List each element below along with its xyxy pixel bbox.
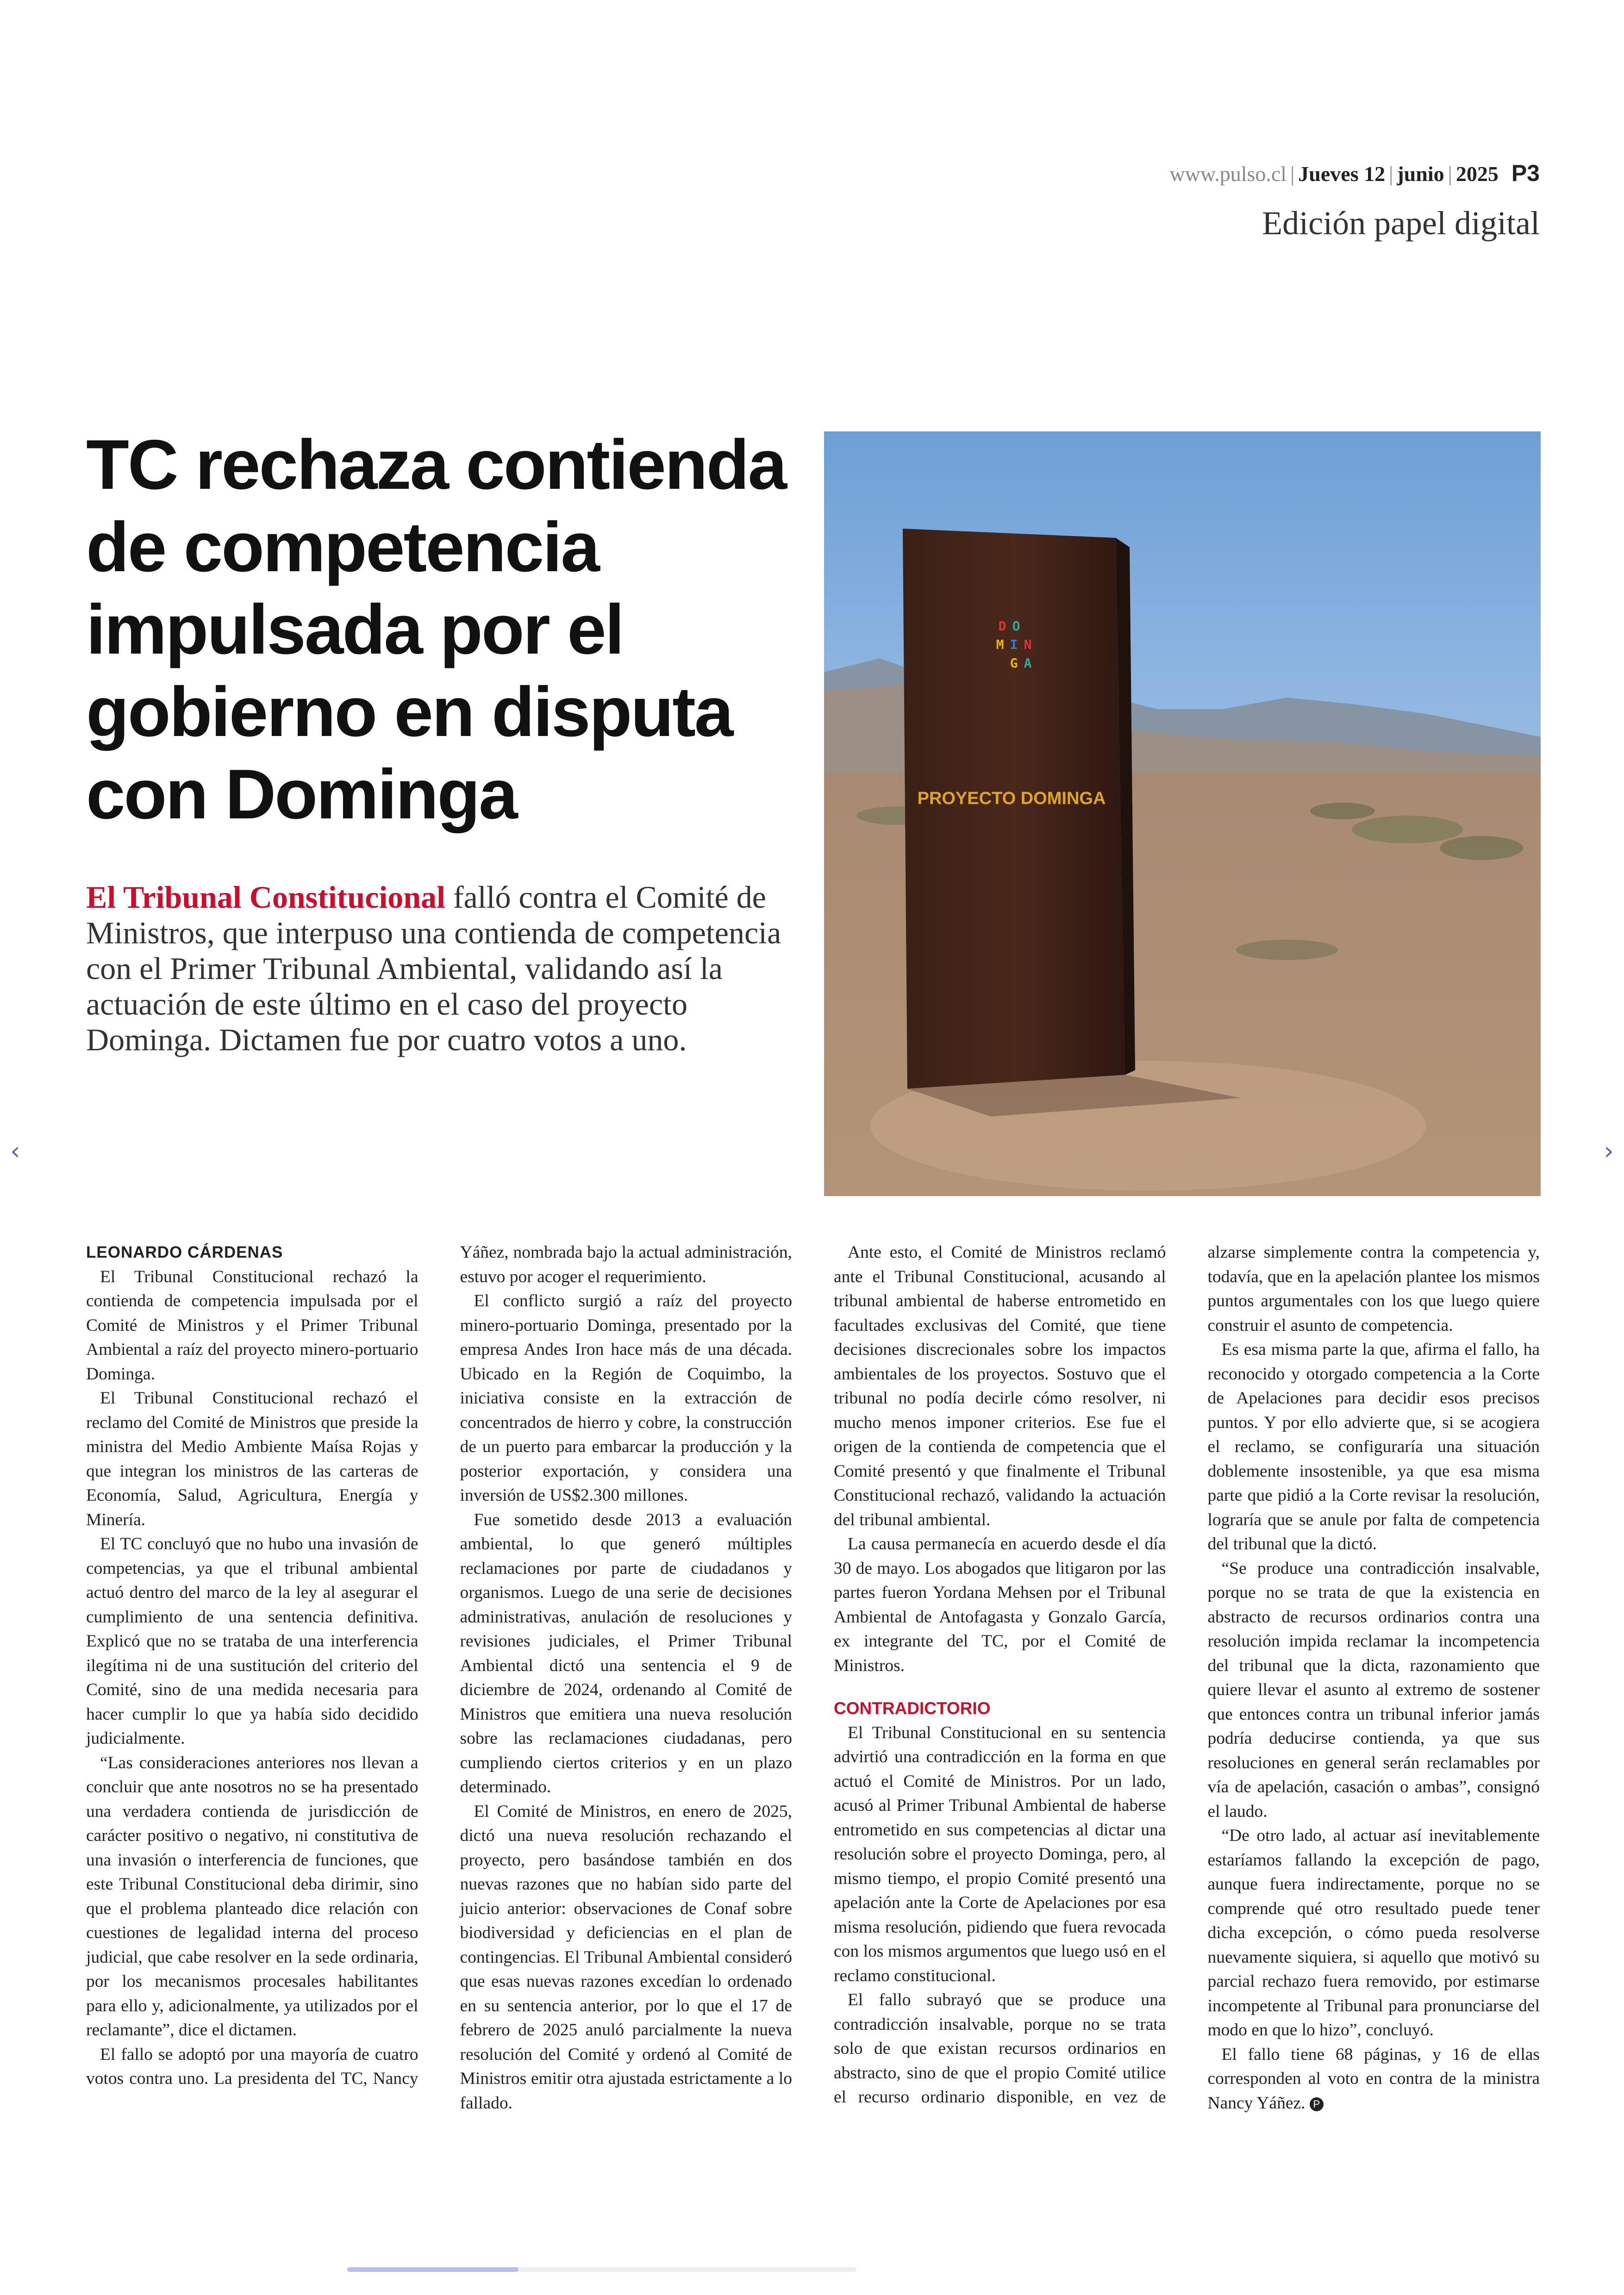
paragraph: El TC concluyó que no hubo una invasión de competencias, ya que el tribunal ambiental actuó dentro del marco de la ley al asegurar el cumplimiento de una sentencia definitiva. Explicó que no se trataba de una interferencia ilegítima ni de una sustitución del criterio del Comité, sino de una medida necesaria para hacer cumplir lo que ya había sido decidido judicialmente. bbox=[86, 1534, 418, 1748]
subhead: CONTRADICTORIO bbox=[834, 1699, 991, 1718]
byline: LEONARDO CÁRDENAS bbox=[86, 1243, 283, 1261]
paragraph-last-text: El fallo tiene 68 páginas, y 16 de ellas corresponden al voto en contra de la ministra Nancy Yáñez. bbox=[1207, 2045, 1540, 2113]
logo-letter-a: A bbox=[1024, 655, 1032, 671]
logo-letter-d: D bbox=[998, 618, 1006, 634]
paragraph: Ante esto, el Comité de Ministros reclamó ante el Tribunal Constitucional, acusando al tribunal ambiental de haberse entrometido en facultades exclusivas del Comité, que tiene decisiones discrecionales sobre los impactos ambientales de los proyectos. Sostuvo que el tribunal no podía decirle cómo resolver, ni mucho menos imponer criterios. Ese fue el origen de la contienda de competencia que el Comité presentó y que finalmente el Tribunal Constitucional rechazó, validando la actuación del tribunal ambiental. bbox=[834, 1243, 1166, 1529]
article-body bbox=[86, 1241, 1540, 2129]
paragraph: El fallo subrayó que se produce una contradicción insalvable, porque no se trata solo de que existan recursos ordinarios en abstracto, sino de que el propio Comité utilice el recurso ordinario disponible, en vez de alzarse simplemente contra la competencia y, todavía, que en la apelación plantee los mismos puntos argumentales con los que luego quiere construir el asunto de competencia. bbox=[834, 1243, 1540, 2107]
paragraph: “Las consideraciones anteriores nos llevan a concluir que ante nosotros no se ha presentado una verdadera contienda de jurisdicción de carácter positivo o negativo, ni constitutiva de una invasión o interferencia de funciones, que este Tribunal Constitucional deba dirimir, sino que el problema planteado dice relación con cuestiones de legalidad interna del proceso judicial, que cabe resolver en la sede ordinaria, por los mecanismos procesales habilitantes para ello y, adicionalmente, ya utilizados por el reclamante”, dice el dictamen. bbox=[86, 1753, 418, 2039]
paragraph: Fue sometido desde 2013 a evaluación ambiental, lo que generó múltiples reclamaciones por parte de ciudadanos y organismos. Luego de una serie de decisiones administrativas, anulación de resoluciones y revisiones judiciales, el Primer Tribunal Ambiental dictó una sentencia el 9 de diciembre de 2024, ordenando al Comité de Ministros que emitiera una nueva resolución sobre las reclamaciones ciudadanas, pero cumpliendo ciertos criterios y en un plazo determinado. bbox=[460, 1510, 792, 1796]
logo-letter-i: I bbox=[1010, 637, 1018, 652]
paragraph: El Tribunal Constitucional rechazó la contienda de competencia impulsada por el Comité de Ministros y el Primer Tribunal Ambiental a raíz del proyecto minero-portuario Dominga. bbox=[86, 1267, 418, 1384]
paragraph: “Se produce una contradicción insalvable, porque no se trata de que la existencia en abstracto de recursos ordinarios contra una resolución impida reclamar la incompetencia del tribunal que la dicta, razonamiento que quiere llevar el asunto al extremo de sostener que entonces contra un tribunal inferior jamás podría deducirse contienda, ya que sus resoluciones en general serán reclamables por vía de apelación, casación o ambas”, consignó el laudo. bbox=[1207, 1559, 1540, 1821]
deck-text: falló contra el Comité de Ministros, que interpuso una contienda de competencia con el Primer Tribunal Ambiental, validando así la actuación de este último en el caso del proyecto Dominga. Dictamen fue por cuatro votos a uno. bbox=[86, 879, 781, 1057]
masthead bbox=[1170, 160, 1540, 243]
page-number: P3 bbox=[1511, 160, 1540, 186]
date-line: www.pulso.cl | Jueves 12 | junio | 2025 P3 bbox=[1169, 160, 1540, 186]
logo-letter-g: G bbox=[1010, 655, 1018, 671]
chevron-right-icon[interactable]: › bbox=[1604, 1136, 1614, 1166]
deck bbox=[86, 879, 813, 1058]
edition-label: Edición papel digital bbox=[1262, 205, 1540, 242]
sign-text: PROYECTO DOMINGA bbox=[917, 789, 1106, 808]
paragraph: “De otro lado, al actuar así inevitablemente estaríamos fallando la excepción de pago, aunque fuera indirectamente, porque no se comprende qué otro resultado puede tener dicha excepción, o cómo pueda resolverse nuevamente siquiera, si aquello que motivó su parcial rechazo fuera removido, por estimarse incompetente al Tribunal para pronunciarse del modo en que lo hizo”, concluyó. bbox=[1207, 1826, 1540, 2039]
deck-lead: El Tribunal Constitucional bbox=[86, 879, 445, 915]
logo-letter-n: N bbox=[1024, 637, 1032, 652]
month: junio bbox=[1397, 162, 1444, 186]
dominga-sign-photo bbox=[824, 431, 1541, 1196]
paragraph: El fallo se adoptó por una mayoría de cuatro votos contra uno. La presidenta del TC, Nancy Yáñez, nombrada bajo la actual administración, estuvo por acoger el requerimiento. bbox=[86, 1243, 792, 2088]
article-photo bbox=[824, 431, 1541, 1196]
paragraph: El conflicto surgió a raíz del proyecto minero-portuario Dominga, presentado por la empresa Andes Iron hace más de una década. Ubicado en la Región de Coquimbo, la iniciativa consiste en la extracción de concentrados de hierro y cobre, la construcción de un puerto para embarcar la producción y la posterior exportación, y considera una inversión de US$2.300 millones. bbox=[460, 1291, 792, 1505]
paragraph: El Comité de Ministros, en enero de 2025, dictó una nueva resolución rechazando el proyecto, pero basándose también en dos nuevas razones que no habían sido parte del juicio anterior: observaciones de Conaf sobre biodiversidad y deficiencias en el plan de contingencias. El Tribunal Ambiental consideró que esas nuevas razones excedían lo ordenado en su sentencia anterior, por lo que el 17 de febrero de 2025 anuló parcialmente la nueva resolución del Comité y ordenó al Comité de Ministros emitir otra ajustada estrictamente a lo fallado. bbox=[460, 1802, 792, 2113]
end-mark-icon: P bbox=[1310, 2097, 1324, 2111]
logo-letter-m: M bbox=[996, 637, 1004, 652]
year: 2025 bbox=[1455, 162, 1499, 186]
paragraph: El Tribunal Constitucional rechazó el reclamo del Comité de Ministros que preside la ministra del Medio Ambiente Maísa Rojas y que integran los ministros de las carteras de Economía, Salud, Agricultura, Energía y Minería. bbox=[86, 1389, 418, 1529]
logo-letter-o: O bbox=[1012, 618, 1020, 634]
paragraph: El Tribunal Constitucional en su sentencia advirtió una contradicción en la forma en que actuó el Comité de Ministros. Por un lado, acusó al Primer Tribunal Ambiental de haberse entrometido en sus competencias al dictar una resolución sobre el proyecto Dominga, pero, al mismo tiempo, el propio Comité presentó una apelación ante la Corte de Apelaciones por esa misma resolución, pidiendo que fuera revocada con los mismos argumentos que luego usó en el reclamo constitucional. bbox=[834, 1723, 1166, 1985]
chevron-left-icon[interactable]: ‹ bbox=[10, 1136, 20, 1166]
paragraph-last bbox=[1208, 2043, 1540, 2116]
scrollbar-thumb[interactable] bbox=[347, 2267, 518, 2272]
paragraph: Es esa misma parte la que, afirma el fallo, ha reconocido y otorgado competencia a la Corte de Apelaciones para decidir esos precisos puntos. Y por ello advierte que, si se acogiera el reclamo, se configuraría una situación doblemente insostenible, ya que esa misma parte que pidió a la Corte revisar la resolución, lograría que se anule por falta de competencia del tribunal que la dictó. bbox=[1207, 1340, 1540, 1553]
headline: TC rechaza contienda de competencia impulsada por el gobierno en disputa con Dominga bbox=[86, 425, 786, 834]
weekday-day: Jueves 12 bbox=[1298, 162, 1386, 186]
paragraph: La causa permanecía en acuerdo desde el día 30 de mayo. Los abogados que litigaron por las partes fueron Yordana Mehsen por el Tribunal Ambiental de Antofagasta y Gonzalo García, ex integrante del TC, por el Comité de Ministros. bbox=[834, 1534, 1166, 1675]
site-url[interactable]: www.pulso.cl bbox=[1169, 162, 1287, 186]
